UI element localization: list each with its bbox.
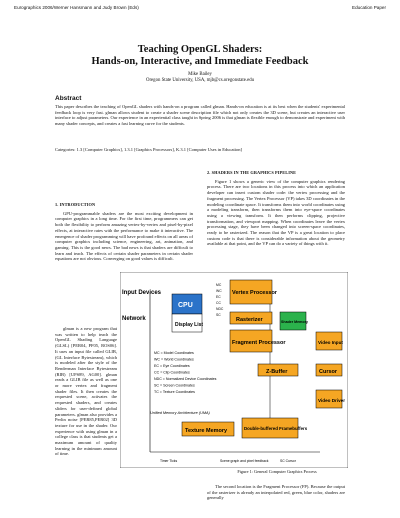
fig-framebuffers: Double-buffered Framebuffers	[244, 426, 308, 431]
fig-texture-memory: Texture Memory	[185, 428, 228, 434]
fig-coordinate-label: WC	[216, 289, 222, 293]
fig-legend-line: WC = World Coordinates	[154, 357, 194, 362]
fig-cursor: Cursor	[319, 369, 338, 375]
pipeline-paragraph-2: The second location is the Fragment Processor (FP). Because the output of the rasterizer is already an interpolated red, green, blue color, shaders are generally	[207, 484, 345, 501]
intro-paragraph-1: GPU-programmable shaders are the most exciting development in computer graphics in a long time. For the first time, programmers can get both the flexibility to perform amazing vertex-by-vertex and pixel-by-pixel effects, at interactive rates with the performance to make it interactive. The emergence of shader programming will have profound effects on all areas of computer graphics including science, engineering, art, animation, and gaming. This is the good news. The bad news is that shaders are difficult to learn and teach. The effects of certain shader parameters in certain shader equations are not obvious. Converging on good values is difficult.	[55, 210, 193, 262]
pipeline-paragraph-1: Figure 1 shows a generic view of the computer graphics rendering process. There are two locations in this process into which an application developer can insert custom shader code: the vertex processing and the fragment processing. The Vertex Processor (VP) takes 3D coordinates in the modeling coordinate space. It transforms them into world coordinates using a modeling transform, then transforms them into eye-space coordinates using a viewing transform. It then performs clipping, projective transformation, and viewport mapping. When coordinates leave the vertex processing stage, they have been changed into screen-space coordinates, ready to be rasterized. The reason that the VP is a great location to place custom code is that there is considerable information about the geometry available at that point, and the VP can do a variety of things with it.	[207, 178, 345, 247]
fig-coordinate-label: NDC	[216, 307, 224, 311]
running-header-right: Education Paper	[352, 5, 386, 10]
pipeline-figure	[120, 272, 348, 468]
fig-input-devices: Input Devices	[122, 290, 162, 296]
fig-legend-line: MC = Model Coordinates	[154, 351, 194, 355]
fig-shader-memory: Shader Memory	[281, 320, 308, 324]
abstract-heading: Abstract	[55, 95, 82, 102]
fig-z-buffer: Z-Buffer	[266, 369, 288, 375]
fig-legend-line: EC = Eye Coordinates	[154, 364, 190, 368]
abstract-text: This paper describes the teaching of OpenGL shaders with hands-on a program called glman. Hands-on education is at its best when the students' experimental feedback loop is very fast. glman allows student to create a shader scene description file which not only creates the 3D scene, but creates an interactive user interface to adjust parameters. Our experience in an experiential class taught in Spring 2006 is that glman is flexible enough to demonstrate and experiment with many shader concepts, and creates a fast learning curve for the students.	[55, 104, 345, 126]
fig-network: Network	[122, 316, 146, 322]
fig-video-input: Video Input	[318, 340, 343, 345]
intro-column-narrow	[55, 326, 117, 459]
fig-coordinate-label: EC	[216, 295, 221, 299]
fig-bottom-label: Timer Ticks	[160, 459, 178, 463]
running-header-left: Eurographics 2006/Werner Hansmann and Judy Brown (Eds)	[14, 5, 139, 10]
author-affiliation: Oregon State University, USA, mjb@cs.oregonstate.edu	[145, 78, 255, 83]
categories: Categories: 1.3 [Computer Graphics], 1.3.1 [Graphics Processors], K.3.1 [Computer Uses in Education]	[55, 147, 242, 152]
fig-legend-line: NDC = Normalized Device Coordinates	[154, 377, 217, 381]
title-line-2: Hands-on, Interactive, and Immediate Feedback	[91, 56, 309, 67]
fig-coordinate-label: MC	[216, 283, 222, 287]
fig-display-list: Display List	[175, 322, 204, 328]
fig-legend-line: CC = Clip Coordinates	[154, 370, 190, 375]
fig-bottom-label: SC Cursor	[280, 459, 296, 463]
fig-coordinate-label: SC	[216, 313, 221, 317]
fig-coordinate-label: CC	[216, 301, 221, 305]
fig-bottom-label: Scene graph and pixel feedback	[220, 459, 269, 463]
title-line-1: Teaching OpenGL Shaders:	[137, 44, 263, 55]
fig-vertex-processor: Vertex Processor	[232, 290, 277, 296]
author-name: Mike Bailey	[188, 72, 212, 77]
fig-video-driver: Video Driver	[318, 398, 345, 403]
section-2-heading: 2. SHADERS IN THE GRAPHICS PIPELINE	[207, 170, 297, 175]
fig-uma: Unified Memory Architecture (UMA)	[150, 411, 210, 415]
fig-rasterizer: Rasterizer	[236, 317, 263, 323]
pipeline-column	[207, 170, 345, 249]
pipeline-column-continued	[207, 484, 345, 503]
figure-caption: Figure 1: General Computer Graphics Process	[237, 469, 317, 474]
paper-title	[0, 44, 400, 68]
fig-fragment-processor: Fragment Processor	[232, 340, 286, 346]
intro-column	[55, 202, 193, 264]
section-1-heading: 1. INTRODUCTION	[55, 202, 96, 207]
author-block	[0, 72, 400, 84]
fig-legend-line: SC = Screen Coordinates	[154, 383, 195, 388]
fig-legend-line: TC = Texture Coordinates	[154, 390, 195, 394]
fig-cpu: CPU	[178, 302, 193, 309]
intro-paragraph-2: glman is a new program that was written to help teach the OpenGL Shading Language (GLSL) [PER04, PF05, ROS06]. It uses an input file called GLIB, (GL Interface Bytestream), which is modeled after the style of the Renderman Interface Bytestream (RIB) [UPS89, AG00]. glman reads a GLIB file as well as one or more vertex and fragment shader files. It then creates the requested scene, activates the requested shaders, and creates sliders for user-defined global parameters. glman also provides a Perlin noise [PER85,PER02] 3D texture for use in the shader. Our experience with using glman in a college class is that students get a maximum amount of quality learning in the minimum amount of time.	[55, 326, 117, 457]
